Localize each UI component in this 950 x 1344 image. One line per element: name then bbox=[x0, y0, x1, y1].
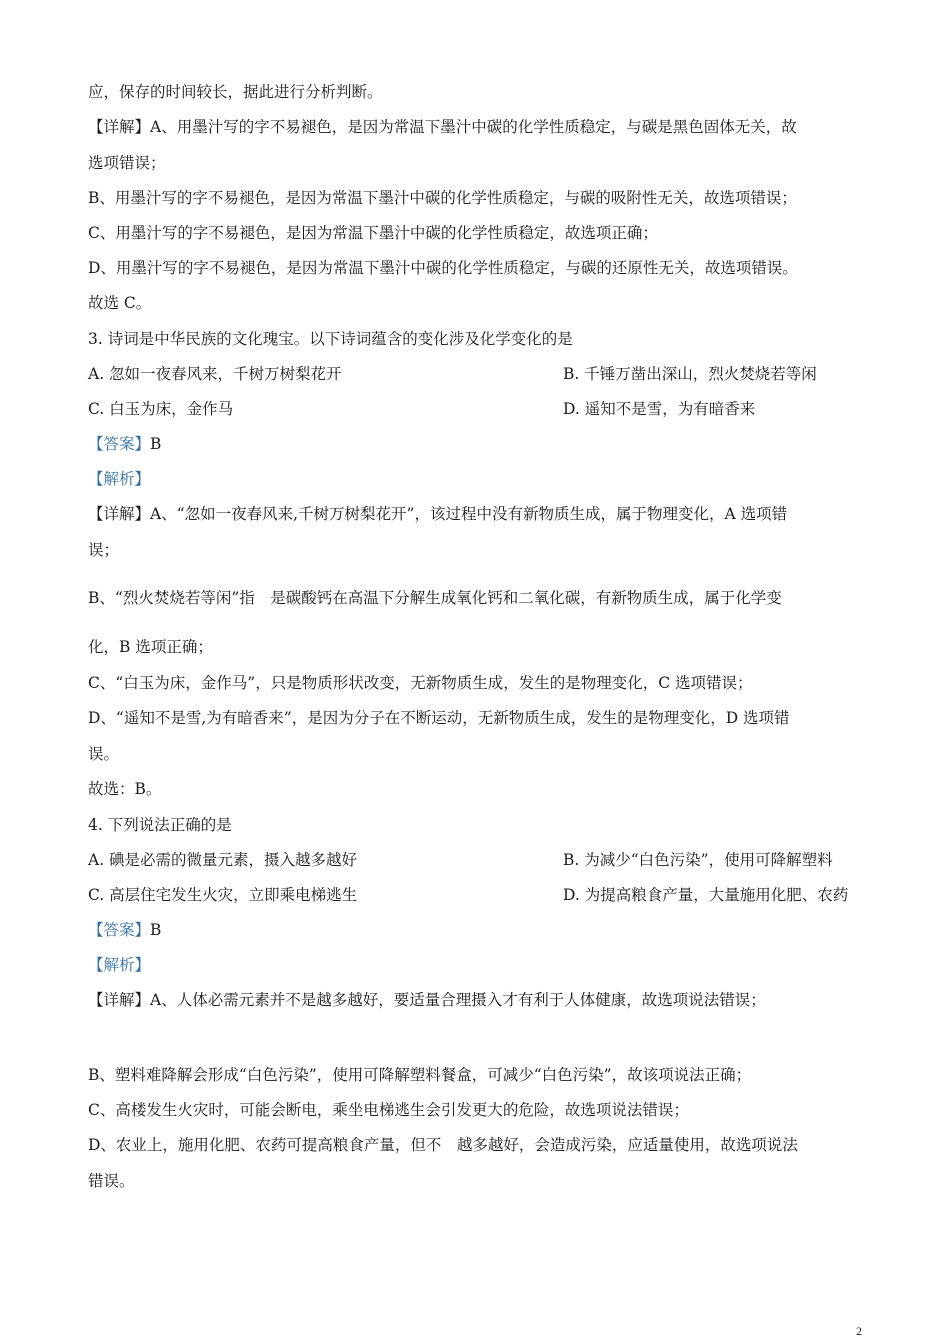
option-a: A. 忽如一夜春风来，千树万树梨花开 bbox=[88, 365, 342, 383]
question-stem: 3. 诗词是中华民族的文化瑰宝。以下诗词蕴含的变化涉及化学变化的是 bbox=[88, 330, 573, 348]
option-row bbox=[88, 363, 858, 385]
text-line: 应，保存的时间较长，据此进行分析判断。 bbox=[88, 83, 383, 101]
answer-label: 【答案】 bbox=[88, 435, 151, 453]
text-line: 【详解】A、用墨汁写的字不易褪色，是因为常温下墨汁中碳的化学性质稳定，与碳是黑色固体无关，故 bbox=[88, 118, 797, 136]
text-line: D、用墨汁写的字不易褪色，是因为常温下墨汁中碳的化学性质稳定，与碳的还原性无关，故选项错误。 bbox=[88, 259, 798, 277]
detail-line: 误； bbox=[88, 541, 120, 559]
analysis-label: 【解析】 bbox=[88, 470, 151, 488]
page-number: 2 bbox=[856, 1324, 862, 1338]
option-b: B. 千锤万凿出深山，烈火焚烧若等闲 bbox=[563, 365, 817, 383]
option-d: D. 为提高粮食产量，大量施用化肥、农药 bbox=[563, 886, 849, 904]
answer-line bbox=[88, 919, 858, 941]
text-line: B、用墨汁写的字不易褪色，是因为常温下墨汁中碳的化学性质稳定，与碳的吸附性无关，故选项错误； bbox=[88, 189, 797, 207]
detail-line: 【详解】A、人体必需元素并不是越多越好，要适量合理摄入才有利于人体健康，故选项说法错误； bbox=[88, 991, 766, 1009]
text-line: 选项错误； bbox=[88, 154, 166, 172]
detail-line: D、“遥知不是雪,为有暗香来”，是因为分子在不断运动，无新物质生成，发生的是物理变化，D 选项错 bbox=[88, 709, 790, 727]
detail-line: 故选：B。 bbox=[88, 780, 162, 798]
text-line: C、用墨汁写的字不易褪色，是因为常温下墨汁中碳的化学性质稳定，故选项正确； bbox=[88, 224, 658, 242]
text-line: 故选 C。 bbox=[88, 294, 152, 312]
option-row bbox=[88, 884, 858, 906]
option-row bbox=[88, 849, 858, 871]
detail-line: D、农业上，施用化肥、农药可提高粮食产量，但不 越多越好，会造成污染，应适量使用，故选项说法 bbox=[88, 1136, 798, 1154]
question-stem: 4. 下列说法正确的是 bbox=[88, 816, 232, 834]
analysis-label: 【解析】 bbox=[88, 956, 151, 974]
answer-line bbox=[88, 433, 858, 455]
detail-line: C、“白玉为床，金作马”，只是物质形状改变，无新物质生成，发生的是物理变化，C 选项错误； bbox=[88, 674, 753, 692]
answer-value: B bbox=[150, 435, 162, 453]
option-a: A. 碘是必需的微量元素，摄入越多越好 bbox=[88, 851, 358, 869]
detail-line: C、高楼发生火灾时，可能会断电，乘坐电梯逃生会引发更大的危险，故选项说法错误； bbox=[88, 1101, 689, 1119]
answer-value: B bbox=[150, 921, 162, 939]
detail-line: 化，B 选项正确； bbox=[88, 638, 213, 656]
answer-label: 【答案】 bbox=[88, 921, 151, 939]
option-d: D. 遥知不是雪，为有暗香来 bbox=[563, 400, 756, 418]
option-b: B. 为减少“白色污染”，使用可降解塑料 bbox=[563, 851, 833, 869]
option-row bbox=[88, 398, 858, 420]
detail-line: 错误。 bbox=[88, 1172, 135, 1190]
option-c: C. 白玉为床，金作马 bbox=[88, 400, 234, 418]
option-c: C. 高层住宅发生火灾，立即乘电梯逃生 bbox=[88, 886, 358, 904]
detail-line: 【详解】A、“忽如一夜春风来,千树万树梨花开”，该过程中没有新物质生成，属于物理变化，A 选项错 bbox=[88, 505, 788, 523]
detail-line: B、“烈火焚烧若等闲”指 是碳酸钙在高温下分解生成氧化钙和二氧化碳，有新物质生成，属于化学变 bbox=[88, 589, 782, 607]
detail-line: 误。 bbox=[88, 745, 120, 763]
detail-line: B、塑料难降解会形成“白色污染”，使用可降解塑料餐盒，可减少“白色污染”，故该项说法正确； bbox=[88, 1066, 752, 1084]
